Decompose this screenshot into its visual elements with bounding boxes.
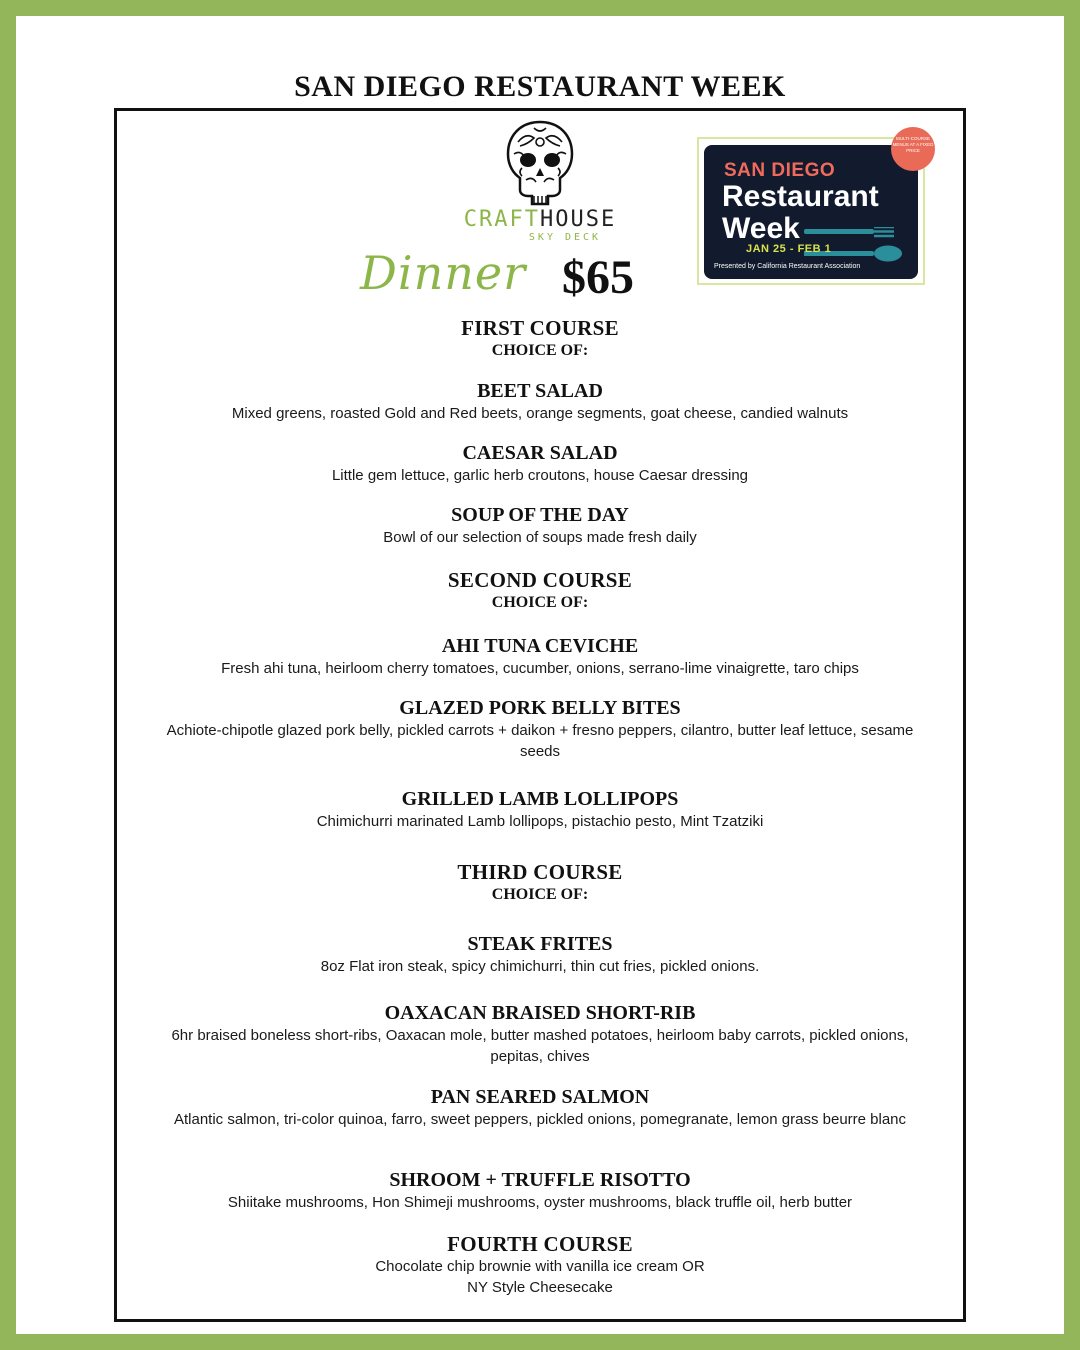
menu-item xyxy=(114,932,966,977)
menu-price: $65 xyxy=(562,251,634,304)
dish-name: CAESAR SALAD xyxy=(462,442,618,464)
course-title: FOURTH COURSE xyxy=(447,1232,633,1256)
dish-description: Fresh ahi tuna, heirloom cherry tomatoes, cucumber, onions, serrano-lime vinaigrette, taro chips xyxy=(221,660,859,677)
dish-description: Little gem lettuce, garlic herb croutons, house Caesar dressing xyxy=(331,467,749,484)
menu-item xyxy=(114,1085,966,1130)
crafthouse-logo xyxy=(440,208,640,243)
menu-item xyxy=(114,787,966,832)
course-heading xyxy=(114,1232,966,1298)
dish-description: Achiote-chipotle glazed pork belly, pickled carrots + daikon + fresno peppers, cilantro, butter leaf lettuce, sesame seeds xyxy=(166,722,914,760)
course-heading xyxy=(114,316,966,362)
page-title: SAN DIEGO RESTAURANT WEEK xyxy=(294,70,786,103)
dish-name: GLAZED PORK BELLY BITES xyxy=(399,697,681,719)
course-title: SECOND COURSE xyxy=(447,568,633,592)
dish-description: Mixed greens, roasted Gold and Red beets, orange segments, goat cheese, candied walnuts xyxy=(231,405,849,422)
course-title: THIRD COURSE xyxy=(457,860,623,884)
dish-description: Bowl of our selection of soups made fresh daily xyxy=(383,529,697,546)
skull-logo-icon xyxy=(504,120,576,206)
badge-dates: JAN 25 - FEB 1 xyxy=(746,243,832,255)
menu-item xyxy=(114,696,966,762)
menu-item xyxy=(114,1168,966,1213)
dish-name: BEET SALAD xyxy=(477,380,603,402)
badge-presented-by: Presented by California Restaurant Association xyxy=(714,263,861,270)
dish-name: AHI TUNA CEVICHE xyxy=(441,635,639,657)
dish-description: Chocolate chip brownie with vanilla ice cream OR xyxy=(375,1258,705,1275)
dish-name: STEAK FRITES xyxy=(467,933,613,955)
badge-seal: MULTI-COURSE MENUS AT A FIXED PRICE xyxy=(891,127,935,171)
menu-headline xyxy=(360,246,680,306)
course-heading xyxy=(114,860,966,906)
dish-description: NY Style Cheesecake xyxy=(467,1279,613,1296)
logo-name-part2: HOUSE xyxy=(540,207,617,232)
course-heading xyxy=(114,568,966,614)
menu-item xyxy=(114,379,966,424)
menu-item xyxy=(114,503,966,548)
dish-name: OAXACAN BRAISED SHORT-RIB xyxy=(384,1002,696,1024)
dish-description: 6hr braised boneless short-ribs, Oaxacan mole, butter mashed potatoes, heirloom baby carrots, pickled onions, pepitas, chives xyxy=(171,1027,909,1065)
dish-name: GRILLED LAMB LOLLIPOPS xyxy=(401,788,679,810)
dish-description: 8oz Flat iron steak, spicy chimichurri, thin cut fries, pickled onions. xyxy=(320,958,760,975)
dish-name: SHROOM + TRUFFLE RISOTTO xyxy=(389,1169,691,1191)
dish-description: Chimichurri marinated Lamb lollipops, pistachio pesto, Mint Tzatziki xyxy=(316,813,764,830)
choice-label: CHOICE OF: xyxy=(491,342,589,359)
badge-title-line1: Restaurant xyxy=(722,180,879,213)
menu-item xyxy=(114,634,966,679)
menu-item xyxy=(114,441,966,486)
logo-name-part1: CRAFT xyxy=(463,207,540,232)
badge-title-line2: Week xyxy=(722,212,800,245)
choice-label: CHOICE OF: xyxy=(491,594,589,611)
choice-label: CHOICE OF: xyxy=(491,886,589,903)
logo-subtitle: SKY DECK xyxy=(528,232,602,243)
course-title: FIRST COURSE xyxy=(461,316,619,340)
menu-item xyxy=(114,1001,966,1067)
restaurant-week-badge xyxy=(697,136,934,285)
badge-city: SAN DIEGO xyxy=(724,160,836,181)
meal-label: Dinner xyxy=(360,246,527,300)
dish-description: Atlantic salmon, tri-color quinoa, farro, sweet peppers, pickled onions, pomegranate, lemon grass beurre blanc xyxy=(173,1111,907,1128)
dish-name: PAN SEARED SALMON xyxy=(430,1086,650,1108)
dish-description: Shiitake mushrooms, Hon Shimeji mushrooms, oyster mushrooms, black truffle oil, herb butter xyxy=(227,1194,853,1211)
dish-name: SOUP OF THE DAY xyxy=(451,504,629,526)
